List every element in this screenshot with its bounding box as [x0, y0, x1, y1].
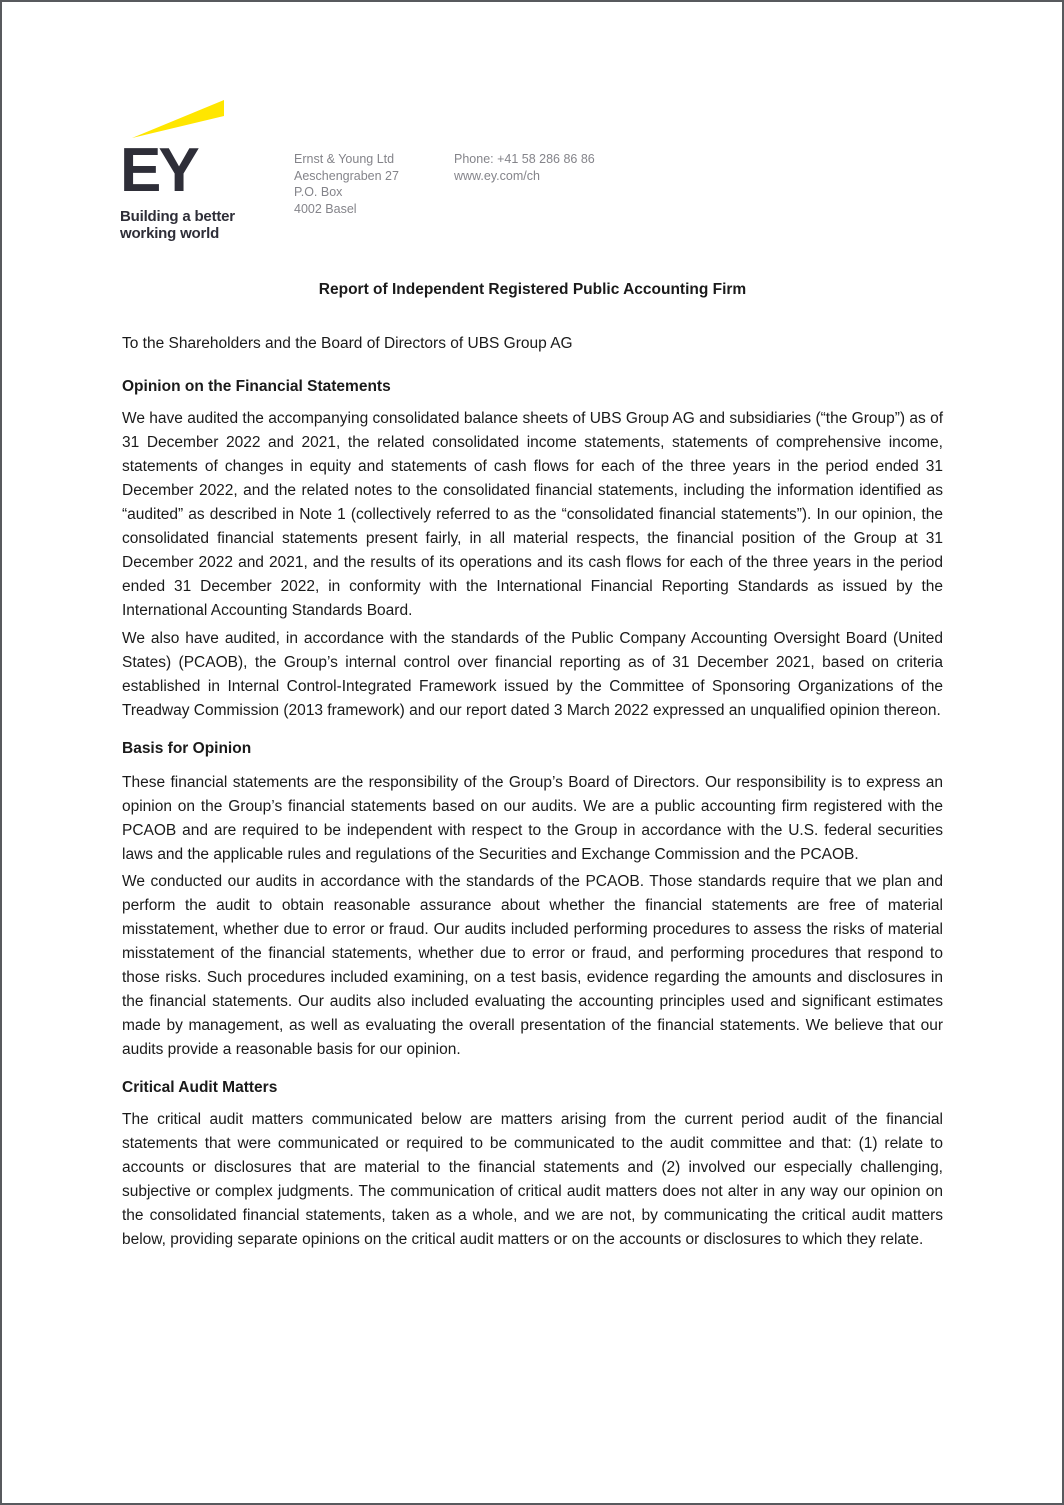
document-title: Report of Independent Registered Public Accounting Firm [318, 281, 747, 298]
letterhead-contact [454, 151, 595, 184]
street-line: Aeschengraben 27 [294, 168, 399, 183]
section-heading-opinion: Opinion on the Financial Statements [122, 378, 391, 395]
city-line: 4002 Basel [294, 201, 357, 216]
ey-tagline-line1: Building a better [120, 208, 235, 226]
salutation: To the Shareholders and the Board of Directors of UBS Group AG [122, 335, 573, 352]
letterhead-address [294, 151, 399, 217]
pobox-line: P.O. Box [294, 185, 343, 199]
firm-name: Ernst & Young Ltd [294, 152, 395, 166]
paragraph-basis-2: We conducted our audits in accordance with the standards of the PCAOB. Those standards require that we plan and perform the audit to obtain reasonable assurance about whether the financial statements are free of material misstatement, whether due to error or fraud. Our audits included performing procedures to assess the risks of material misstatement of the financial statements, whether due to error or fraud, and performing procedures that respond to those risks. Such procedures included examining, on a test basis, evidence regarding the amounts and disclosures in the financial statements. Our audits also included evaluating the accounting principles used and significant estimates made by management, as well as evaluating the overall presentation of the financial statements. We believe that our audits provide a reasonable basis for our opinion. [122, 873, 943, 1058]
ey-logo [120, 100, 270, 242]
section-heading-critical-audit-matters: Critical Audit Matters [122, 1079, 278, 1096]
phone-line: Phone: +41 58 286 86 86 [454, 152, 595, 166]
section-heading-basis-for-opinion: Basis for Opinion [122, 740, 252, 757]
letter-body [122, 278, 943, 1252]
paragraph-opinion-1: We have audited the accompanying consolidated balance sheets of UBS Group AG and subsidiaries (“the Group”) as of 31 December 2022 and 2021, the related consolidated income statements, statements of comprehensive income, statements of changes in equity and statements of cash flows for each of the three years in the period ended 31 December 2022, and the related notes to the consolidated financial statements, including the information identified as “audited” as described in Note 1 (collectively referred to as the “consolidated financial statements”). In our opinion, the consolidated financial statements present fairly, in all material respects, the financial position of the Group at 31 December 2022 and 2021, and the results of its operations and its cash flows for each of the three years in the period ended 31 December 2022, in conformity with the International Financial Reporting Standards as issued by the International Accounting Standards Board. [122, 410, 943, 619]
ey-logo-letters: EY [120, 136, 197, 205]
ey-tagline-line2: working world [120, 225, 220, 243]
paragraph-opinion-2: We also have audited, in accordance with the standards of the Public Company Accounting Oversight Board (United States) (PCAOB), the Group’s internal control over financial reporting as of 31 December 2021, based on criteria established in Internal Control-Integrated Framework issued by the Committee of Sponsoring Organizations of the Treadway Commission (2013 framework) and our report dated 3 March 2022 expressed an unqualified opinion thereon. [122, 630, 943, 719]
paragraph-basis-1: These financial statements are the responsibility of the Group’s Board of Directors. Our responsibility is to express an opinion on the Group’s financial statements based on our audits. We are a public accounting firm registered with the PCAOB and are required to be independent with respect to the Group in accordance with the U.S. federal securities laws and the applicable rules and regulations of the Securities and Exchange Commission and the PCAOB. [122, 774, 943, 863]
website-line: www.ey.com/ch [454, 168, 540, 183]
paragraph-critical-audit-matters-1: The critical audit matters communicated below are matters arising from the current period audit of the financial statements that were communicated or required to be communicated to the audit committee and that: (1) relate to accounts or disclosures that are material to the financial statements and (2) involved our especially challenging, subjective or complex judgments. The communication of critical audit matters does not alter in any way our opinion on the consolidated financial statements, taken as a whole, and we are not, by communicating the critical audit matters below, providing separate opinions on the critical audit matters or on the accounts or disclosures to which they relate. [122, 1111, 943, 1248]
ey-beam-icon [132, 100, 224, 138]
ey-tagline [120, 208, 270, 242]
